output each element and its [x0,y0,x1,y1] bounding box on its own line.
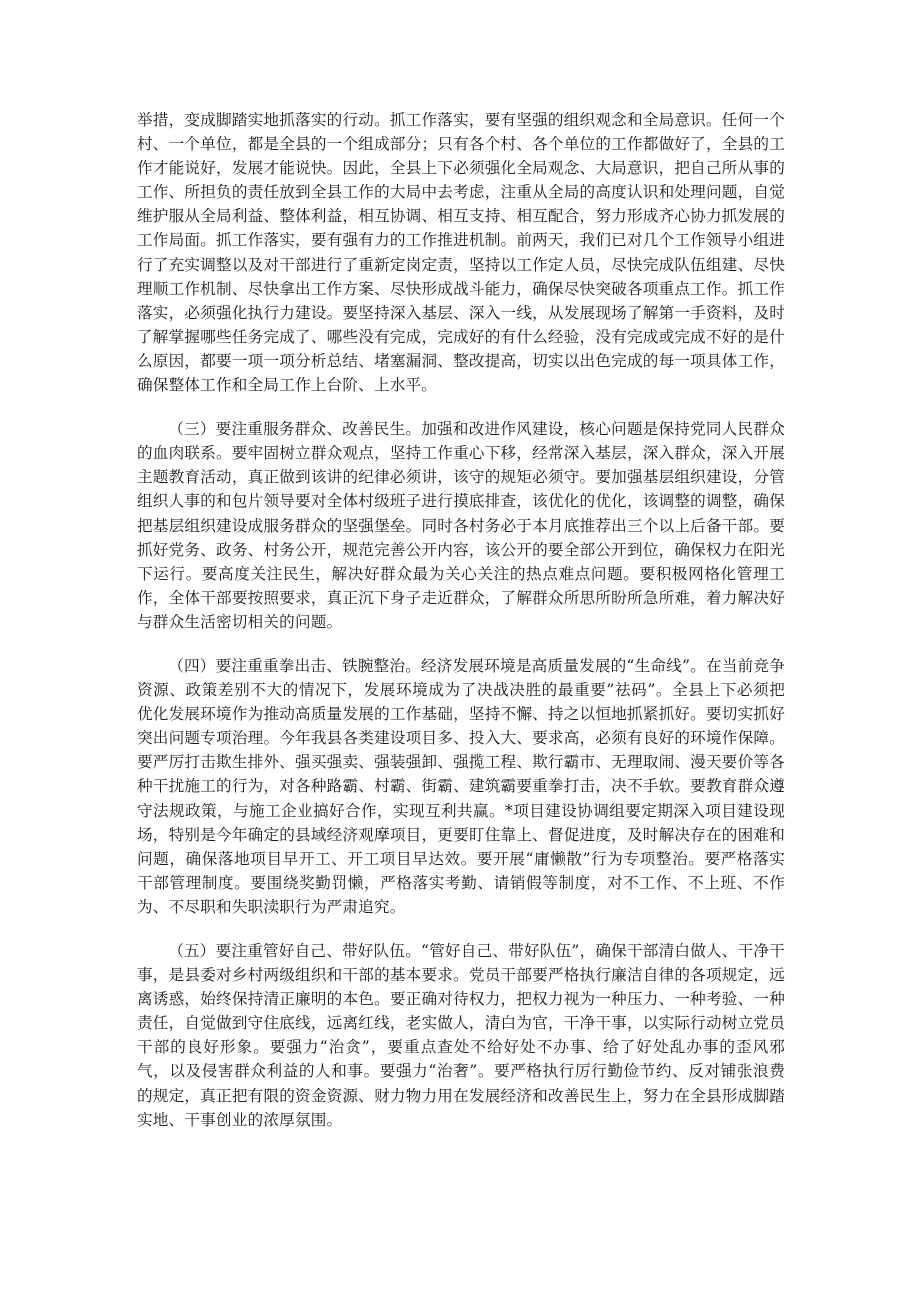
document-page [137,108,785,1152]
paragraph-intro-continuation: 举措，变成脚踏实地抓落实的行动。抓工作落实，要有坚强的组织观念和全局意识。任何一个村、一个单位，都是全县的一个组成部分；只有各个村、各个单位的工作都做好了，全县的工作才能说好，发展才能说快。因此，全县上下必须强化全局观念、大局意识，把自己所从事的工作、所担负的责任放到全县工作的大局中去考虑，注重从全局的高度认识和处理问题，自觉维护服从全局利益、整体利益，相互协调、相互支持、相互配合，努力形成齐心协力抓发展的工作局面。抓工作落实，要有强有力的工作推进机制。前两天，我们已对几个工作领导小组进行了充实调整以及对干部进行了重新定岗定责，坚持以工作定人员，尽快完成队伍组建、尽快理顺工作机制、尽快拿出工作方案、尽快形成战斗能力，确保尽快突破各项重点工作。抓工作落实，必须强化执行力建设。要坚持深入基层、深入一线，从发展现场了解第一手资料，及时了解掌握哪些任务完成了、哪些没有完成，完成好的有什么经验，没有完成或完成不好的是什么原因，都要一项一项分析总结、堵塞漏洞、整改提高，切实以出色完成的每一项具体工作，确保整体工作和全局工作上台阶、上水平。 [137,111,785,395]
paragraph-section-four: （四）要注重重拳出击、铁腕整治。经济发展环境是高质量发展的“生命线”。在当前竞争资源、政策差别不大的情况下，发展环境成为了决战决胜的最重要”祛码”。全县上下必须把优化发展环境作为推动高质量发展的工作基础，坚持不懈、持之以恒地抓紧抓好。要切实抓好突出问题专项治理。今年我县各类建设项目多、投入大、要求高，必须有良好的环境作保障。要严厉打击欺生排外、强买强卖、强装强卸、强揽工程、欺行霸市、无理取闹、漫天要价等各种干扰施工的行为，对各种路霸、村霸、街霸、建筑霸要重拳打击，决不手软。要教育群众遵守法规政策，与施工企业搞好合作，实现互利共赢。*项目建设协调组要定期深入项目建设现场，特别是今年确定的县域经济观摩项目，更要盯住靠上、督促进度，及时解决存在的困难和问题，确保落地项目早开工、开工项目早达效。要开展“庸懒散”行为专项整治。要严格落实干部管理制度。要围绕奖勤罚懒，严格落实考勤、请销假等制度，对不工作、不上班、不作为、不尽职和失职渎职行为严肃追究。 [137,656,785,916]
paragraph-section-five: （五）要注重管好自己、带好队伍。“管好自己、带好队伍”，确保干部清白做人、干净干事，是县委对乡村两级组织和干部的基本要求。党员干部要严格执行廉洁自律的各项规定，远离诱惑，始终保持清正廉明的本色。要正确对待权力，把权力视为一种压力、一种考验、一种责任，自觉做到守住底线，远离红线，老实做人，清白为官，干净干事，以实际行动树立党员干部的良好形象。要强力“治贪”，要重点查处不给好处不办事、给了好处乱办事的歪风邪气，以及侵害群众利益的人和事。要强力“治奢”。要严格执行厉行勤俭节约、反对铺张浪费的规定，真正把有限的资金资源、财力物力用在发展经济和改善民生上，努力在全县形成脚踏实地、干事创业的浓厚氛围。 [137,942,785,1129]
paragraph-section-three: （三）要注重服务群众、改善民生。加强和改进作风建设，核心问题是保持党同人民群众的血肉联系。要牢固树立群众观点，坚持工作重心下移，经常深入基层，深入群众，深入开展主题教育活动，真正做到该讲的纪律必须讲，该守的规矩必须守。要加强基层组织建设，分管组织人事的和包片领导要对全体村级班子进行摸底排查，该优化的优化，该调整的调整，确保把基层组织建设成服务群众的坚强堡垒。同时各村务必于本月底推荐出三个以上后备干部。要抓好党务、政务、村务公开，规范完善公开内容，该公开的要全部公开到位，确保权力在阳光下运行。要高度关注民生，解决好群众最为关心关注的热点难点问题。要积极网格化管理工作，全体干部要按照要求，真正沉下身子走近群众，了解群众所思所盼所急所难，着力解决好与群众生活密切相关的问题。 [137,420,785,631]
